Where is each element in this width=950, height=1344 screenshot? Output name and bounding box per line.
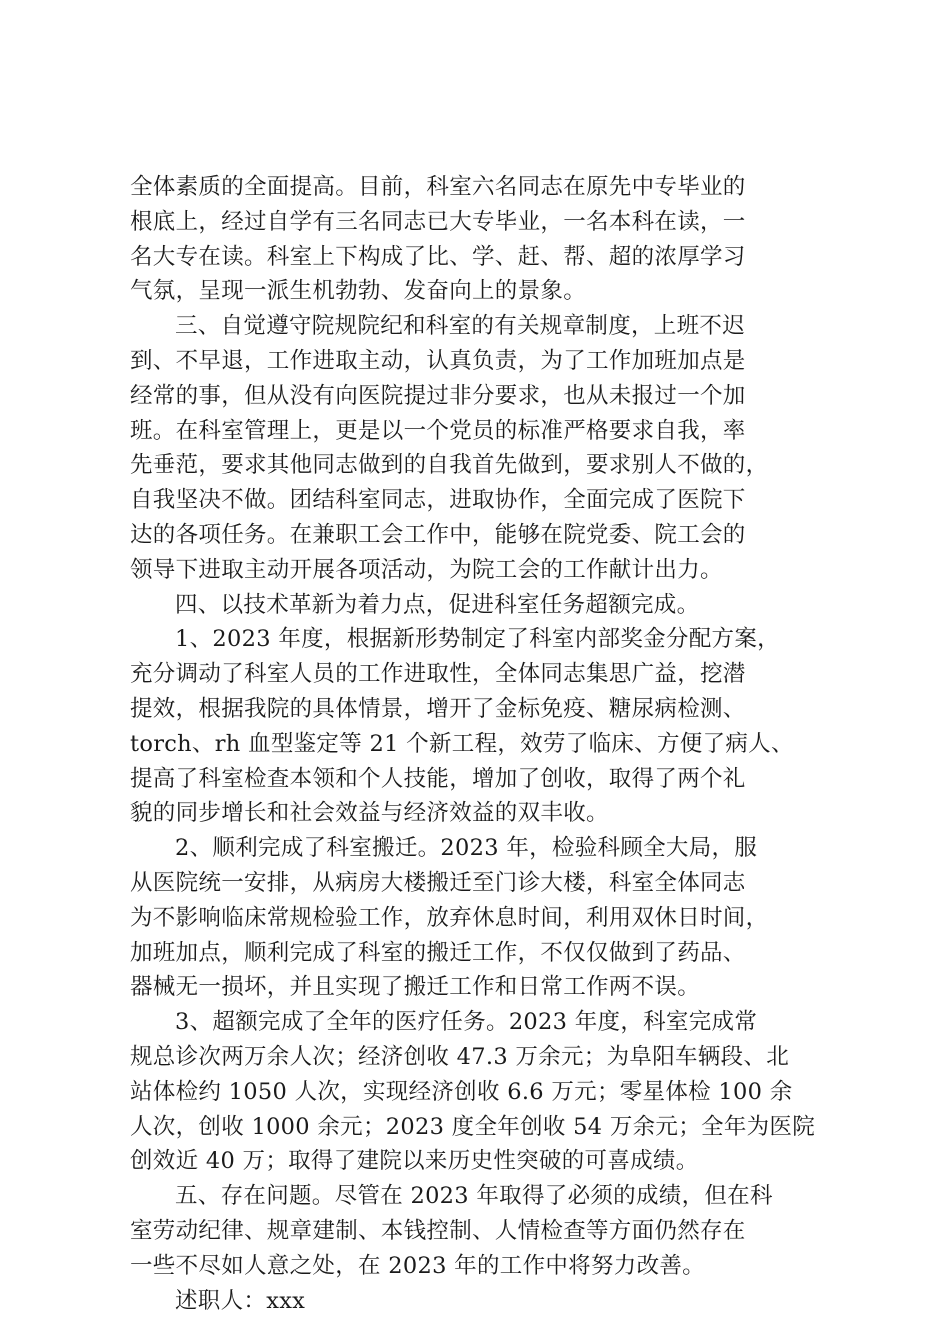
text-line: 室劳动纪律、规章建制、本钱控制、人情检查等方面仍然存在 (130, 1217, 746, 1244)
text-line: 气氛，呈现一派生机勃勃、发奋向上的景象。 (130, 278, 587, 305)
text-line: 提效，根据我院的具体情景，增开了金标免疫、糖尿病检测、 (130, 695, 746, 722)
text-line: 到、不早退，工作进取主动，认真负责，为了工作加班加点是 (130, 347, 746, 374)
document-body (130, 170, 820, 1318)
text-line: 班。在科室管理上，更是以一个党员的标准严格要求自我，率 (130, 417, 746, 444)
text-line: 3、超额完成了全年的医疗任务。2023 年度，科室完成常 (175, 1009, 758, 1036)
text-line: 器械无一损坏，并且实现了搬迁工作和日常工作两不误。 (130, 974, 701, 1001)
text-line: 达的各项任务。在兼职工会工作中，能够在院党委、院工会的 (130, 521, 746, 548)
text-line: 名大专在读。科室上下构成了比、学、赶、帮、超的浓厚学习 (130, 243, 746, 270)
text-line: 2、顺利完成了科室搬迁。2023 年，检验科顾全大局，服 (175, 835, 758, 862)
text-line: 领导下进取主动开展各项活动，为院工会的工作献计出力。 (130, 556, 723, 583)
text-line: 四、以技术革新为着力点，促进科室任务超额完成。 (175, 591, 700, 618)
text-line: 五、存在问题。尽管在 2023 年取得了必须的成绩，但在科 (175, 1183, 773, 1210)
text-line: 加班加点，顺利完成了科室的搬迁工作，不仅仅做到了药品、 (130, 939, 746, 966)
text-line: 貌的同步增长和社会效益与经济效益的双丰收。 (130, 800, 609, 827)
text-line: 一些不尽如人意之处，在 2023 年的工作中将努力改善。 (130, 1252, 705, 1279)
text-line: 先垂范，要求其他同志做到的自我首先做到，要求别人不做的， (130, 452, 769, 479)
text-line: 全体素质的全面提高。目前，科室六名同志在原先中专毕业的 (130, 174, 746, 200)
text-line: 从医院统一安排，从病房大楼搬迁至门诊大楼，科室全体同志 (130, 869, 746, 896)
text-line: 根底上，经过自学有三名同志已大专毕业，一名本科在读，一 (130, 208, 746, 235)
text-line: 自我坚决不做。团结科室同志，进取协作，全面完成了医院下 (130, 487, 746, 514)
text-line: 提高了科室检查本领和个人技能，增加了创收，取得了两个礼 (130, 765, 746, 792)
text-line: 述职人：xxx (175, 1287, 306, 1314)
text-line: 为不影响临床常规检验工作，放弃休息时间，利用双休日时间， (130, 904, 769, 931)
text-line: 1、2023 年度，根据新形势制定了科室内部奖金分配方案， (175, 626, 780, 653)
text-line: 站体检约 1050 人次，实现经济创收 6.6 万元；零星体检 100 余 (130, 1078, 793, 1105)
text-line: torch、rh 血型鉴定等 21 个新工程，效劳了临床、方便了病人、 (130, 730, 794, 757)
text-line: 人次，创收 1000 余元；2023 度全年创收 54 万余元；全年为医院 (130, 1113, 816, 1140)
text-line: 三、自觉遵守院规院纪和科室的有关规章制度，上班不迟 (175, 313, 746, 340)
text-line: 规总诊次两万余人次；经济创收 47.3 万余元；为阜阳车辆段、北 (130, 1043, 790, 1070)
text-line: 创效近 40 万；取得了建院以来历史性突破的可喜成绩。 (130, 1148, 699, 1175)
text-line: 经常的事，但从没有向医院提过非分要求，也从未报过一个加 (130, 382, 746, 409)
text-line: 充分调动了科室人员的工作进取性，全体同志集思广益，挖潜 (130, 661, 746, 688)
